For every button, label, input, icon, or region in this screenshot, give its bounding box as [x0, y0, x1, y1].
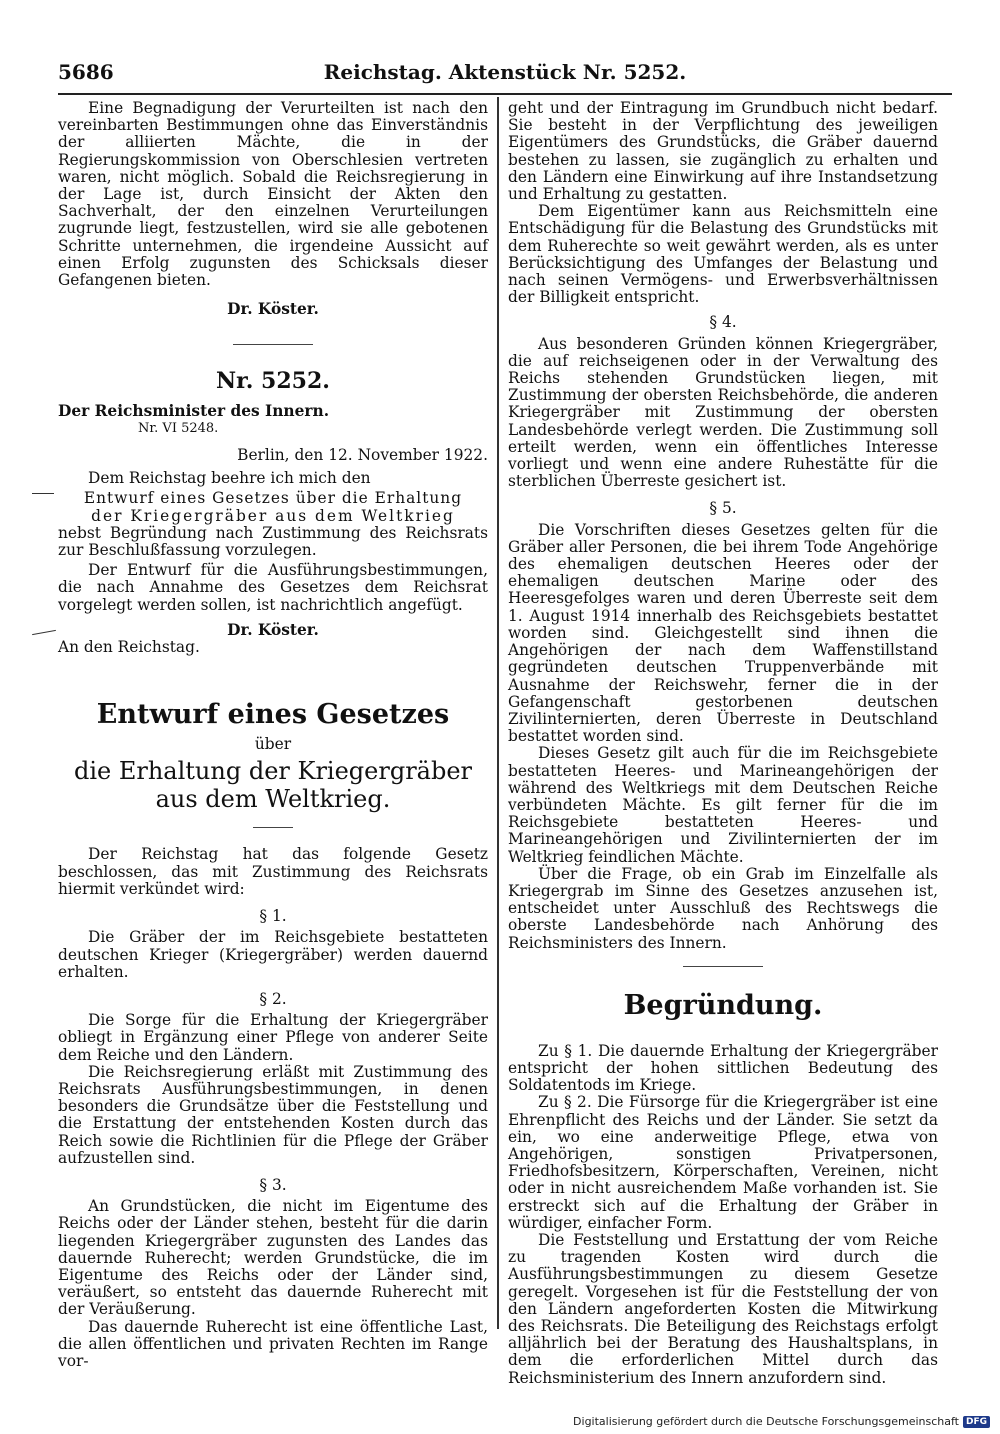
signature: Dr. Köster.	[227, 300, 319, 319]
letter-continuation: nebst Begründung nach Zustimmung des Reichsrats zur Beschlußfassung vorzulegen.	[58, 523, 488, 560]
addressee: An den Reichstag.	[58, 638, 200, 657]
date-line: Berlin, den 12. November 1922.	[237, 446, 488, 465]
section-text: Die Vorschriften dieses Gesetzes gelten für die Gräber aller Personen, die bei ihrem Tode Angehörige des ehemaligen deutschen Heeres oder der ehemaligen deutschen Marine oder des Heeresgefolges waren und deren Überreste seit dem 1. August 1914 innerhalb des Reichsgebiets bestattet worden sind. Gleichgestellt sind ihnen die Angehörigen der nach dem Waffenstillstand gegründeten deutschen Truppenverbände mit Ausnahme der Reichswehr, ferner die in der Gefangenschaft gestorbenen deutschen Zivilinternierten, deren Überreste in Deutschland bestattet worden sind.	[508, 520, 938, 746]
letter-intro: Dem Reichstag beehre ich mich den	[88, 469, 371, 488]
intro-paragraph: Eine Begnadigung der Verurteilten ist nach den vereinbarten Bestimmungen ohne das Einverständnis der alliierten Mächte, die in der Regierungskommission von Oberschlesien vertreten waren, nicht möglich. Sobald die Reichsregierung in der Lage ist, durch Einsicht der Akten den Sachverhalt, der den einzelnen Verurteilungen zugrunde liegt, festzustellen, wird sie alle gebotenen Schritte unternehmen, die irgendeine Aussicht auf einen Erfolg zugunsten des Schicksals dieser Gefangenen bieten.	[58, 99, 488, 290]
running-header	[58, 58, 952, 88]
section-text: Das dauernde Ruherecht ist eine öffentliche Last, die allen öffentlichen und privaten Rechten im Range vor-	[58, 1317, 488, 1370]
section-text: Die Reichsregierung erläßt mit Zustimmung des Reichsrats Ausführungsbestimmungen, in denen besonders die Grundsätze über die Feststellung und die Erstattung der entstehenden Kosten durch das Reich sowie die Richtlinien für die Pflege der Gräber aufzustellen sind.	[58, 1062, 488, 1167]
section-label: § 4.	[709, 313, 737, 332]
section-text: Dieses Gesetz gilt auch für die im Reichsgebiete bestatteten Heeres- und Marineangehörigen der während des Weltkriegs mit dem Deutschen Reiche verbündeten Mächte. Es gilt ferner für die im Reichsgebiete bestatteten Heeres- und Marineangehörigen und Zivilinternierten der im Weltkrieg feindlichen Mächte.	[508, 744, 938, 866]
justification-title: Begründung.	[623, 989, 823, 1021]
draft-subtitle: die Erhaltung der Kriegergräber aus dem Weltkrieg.	[73, 757, 473, 814]
reference-number: Nr. VI 5248.	[138, 420, 219, 436]
justification-paragraph: Zu § 2. Die Fürsorge für die Kriegergräber ist eine Ehrenpflicht des Reichs und der Länder. Sie setzt da ein, wo eine anderweitige Pflege, etwa von Angehörigen, sonstigen Privatpersonen, Friedhofsbesitzern, Körperschaften, Vereinen, nicht oder in nicht ausreichendem Maße vorhanden ist. Sie erstreckt sich auf die Erhaltung der Gräber in würdiger, einfacher Form.	[508, 1093, 938, 1232]
section-label: § 1.	[259, 907, 287, 926]
column-divider	[497, 97, 499, 1329]
right-column	[508, 100, 938, 1387]
section-text: Die Gräber der im Reichsgebiete bestatteten deutschen Krieger (Kriegergräber) werden dauernd erhalten.	[58, 928, 488, 981]
continued-paragraph: geht und der Eintragung im Grundbuch nicht bedarf. Sie besteht in der Verpflichtung des jeweiligen Eigentümers des Grundstücks, die Gräber dauernd bestehen zu lassen, sie zugänglich zu erhalten und den Ländern eine Einwirkung auf ihre Instandsetzung und Erhaltung zu gestatten.	[508, 99, 938, 204]
draft-over: über	[254, 735, 292, 754]
section-label: § 2.	[259, 989, 287, 1008]
section-label: § 5.	[709, 499, 737, 518]
margin-mark	[32, 630, 56, 635]
document-number-heading: Nr. 5252.	[216, 368, 330, 395]
letter-title-line: Entwurf eines Gesetzes über die Erhaltung	[83, 489, 463, 508]
page-title: Reichstag. Aktenstück Nr. 5252.	[323, 60, 687, 84]
section-text: Die Sorge für die Erhaltung der Kriegergräber obliegt in Ergänzung einer Pflege von anderer Seite dem Reiche und den Ländern.	[58, 1011, 488, 1064]
dfg-logo: DFG	[963, 1416, 990, 1428]
justification-paragraph: Zu § 1. Die dauernde Erhaltung der Kriegergräber entspricht der hohen sittlichen Bedeutung des Soldatentods im Kriege.	[508, 1041, 938, 1095]
draft-title: Entwurf eines Gesetzes	[96, 699, 450, 731]
section-text: Über die Frage, ob ein Grab im Einzelfalle als Kriegergrab im Sinne des Gesetzes anzusehen ist, entscheidet unter Ausschluß des Rechtswegs die oberste Landesbehörde nach Anhörung des Reichsministers des Innern.	[508, 864, 938, 952]
page-number: 5686	[58, 60, 114, 84]
left-column	[58, 100, 488, 1370]
justification-paragraph: Die Feststellung und Erstattung der vom Reiche zu tragenden Kosten wird durch die Ausführungsbestimmungen zu diesem Gesetze geregelt. Vorgesehen ist für die Feststellung der von den Ländern angeforderten Kosten die Mitwirkung des Reichsrats. Die Beteiligung des Reichstags erfolgt alljährlich bei der Beratung des Haushaltsplans, in dem die erforderlichen Mittel durch das Reichsministerium des Innern anzufordern sind.	[508, 1230, 938, 1387]
section-text: Aus besonderen Gründen können Kriegergräber, die auf reichseigenen oder in der Verwaltung des Reichs stehenden Grundstücken liegen, mit Zustimmung der obersten Reichsbehörde, die anderen Kriegergräber mit Zustimmung der obersten Landesbehörde verlegt werden. Die Zustimmung soll erteilt werden, wenn ein öffentliches Interesse vorliegt und wenn eine andere Ruhestätte für die sterblichen Überreste gesichert ist.	[508, 334, 938, 491]
minister-heading: Der Reichsminister des Innern.	[58, 401, 330, 420]
section-label: § 3.	[259, 1175, 287, 1194]
signature: Dr. Köster.	[227, 620, 319, 639]
footer-text: Digitalisierung gefördert durch die Deutsche Forschungsgemeinschaft	[573, 1415, 959, 1428]
header-rule	[58, 93, 952, 95]
section-text: An Grundstücken, die nicht im Eigentume des Reichs oder der Länder stehen, besteht für die darin liegenden Kriegergräber zugunsten des Landes das dauernde Ruherecht; werden Grundstücke, die im Eigentume des Reichs oder der Länder sind, veräußert, so entsteht das dauernde Ruherecht mit der Veräußerung.	[58, 1197, 488, 1319]
preamble: Der Reichstag hat das folgende Gesetz beschlossen, das mit Zustimmung des Reichsrats hiermit verkündet wird:	[58, 845, 488, 898]
compensation-paragraph: Dem Eigentümer kann aus Reichsmitteln eine Entschädigung für die Belastung des Grundstücks mit dem Ruherechte so weit gewährt werden, als es unter Berücksichtigung des Umfanges der Belastung und nach seinen Vermögens- und Erwerbsverhältnissen der Billigkeit entspricht.	[508, 202, 938, 307]
letter-title-line: der Kriegergräber aus dem Weltkrieg	[91, 506, 455, 525]
margin-mark	[32, 493, 54, 494]
digitization-footer	[573, 1415, 990, 1428]
letter-paragraph: Der Entwurf für die Ausführungsbestimmungen, die nach Annahme des Gesetzes dem Reichsrat vorgelegt werden sollen, ist nachrichtlich angefügt.	[58, 561, 488, 614]
